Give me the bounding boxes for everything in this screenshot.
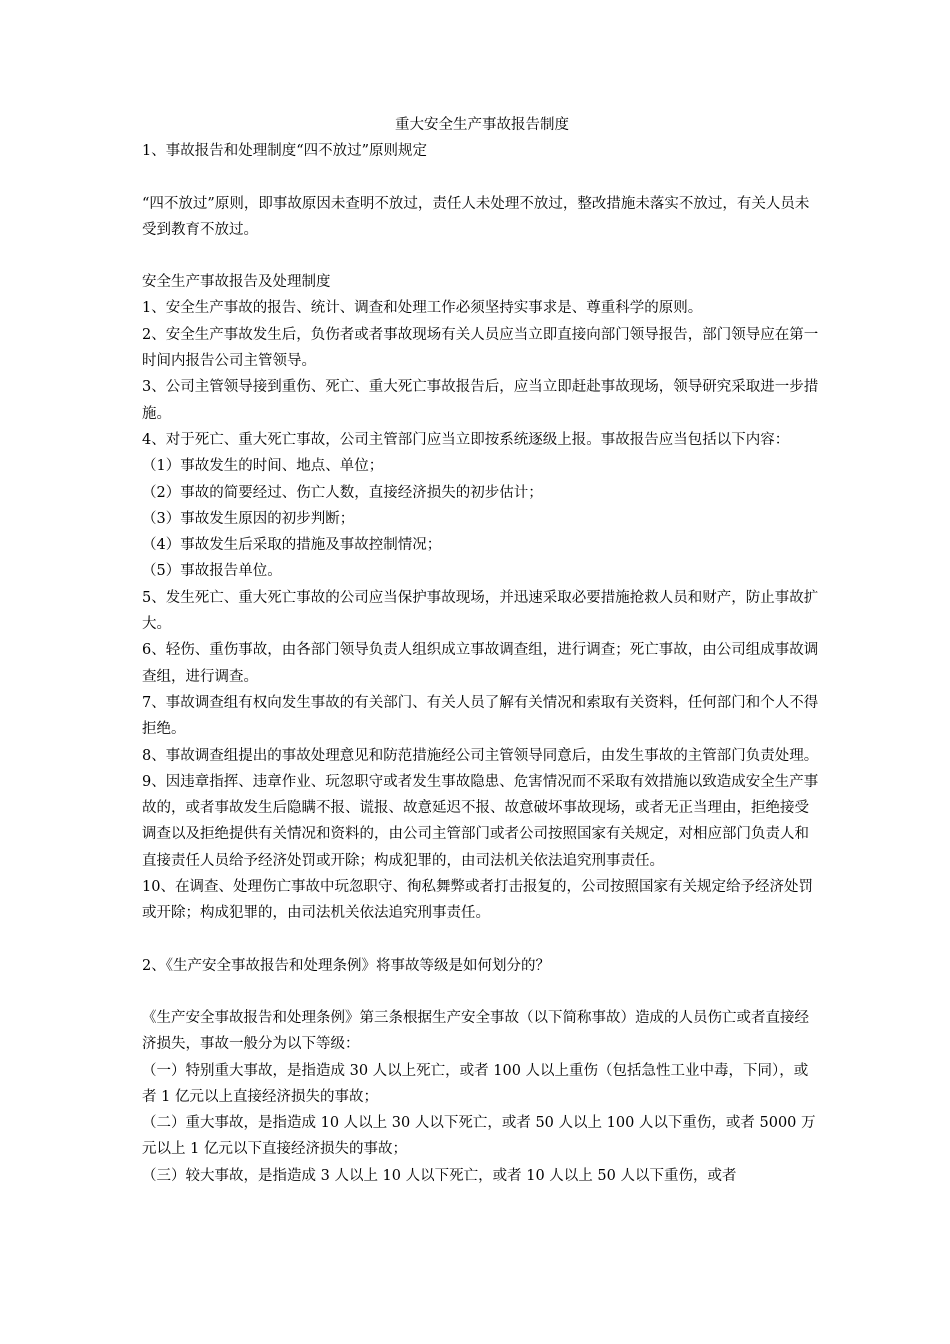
blank-line — [142, 979, 822, 1005]
list-item: 6、轻伤、重伤事故，由各部门领导负责人组织成立事故调查组，进行调查；死亡事故，由公司组成事故调查组，进行调查。 — [142, 642, 819, 685]
list-item: 1、安全生产事故的报告、统计、调查和处理工作必须坚持实事求是、尊重科学的原则。 — [142, 300, 703, 317]
list-item: （1）事故发生的时间、地点、单位； — [142, 458, 384, 475]
list-item: 9、因违章指挥、违章作业、玩忽职守或者发生事故隐患、危害情况而不采取有效措施以致造成安全生产事故的，或者事故发生后隐瞒不报、谎报、故意延迟不报、故意破坏事故现场，或者无正当理由，拒绝接受调查以及拒绝提供有关情况和资料的，由公司主管部门或者公司按照国家有关规定，对相应部门负责人和直接责任人员给予经济处罚或开除；构成犯罪的，由司法机关依法追究刑事责任。 — [142, 773, 819, 869]
document-body — [142, 112, 822, 1189]
list-item: 7、事故调查组有权向发生事故的有关部门、有关人员了解有关情况和索取有关资料，任何部门和个人不得拒绝。 — [142, 694, 819, 738]
subsection-heading: 安全生产事故报告及处理制度 — [142, 274, 331, 291]
section-1-heading: 1、事故报告和处理制度“四不放过”原则规定 — [142, 143, 428, 160]
regulation-paragraph: 《生产安全事故报告和处理条例》第三条根据生产安全事故（以下简称事故）造成的人员伤亡或者直接经济损失，事故一般分为以下等级： — [142, 1009, 809, 1053]
list-item: （5）事故报告单位。 — [142, 563, 282, 580]
list-item: （2）事故的简要经过、伤亡人数，直接经济损失的初步估计； — [142, 484, 543, 501]
blank-line — [142, 927, 822, 953]
list-item: 5、发生死亡、重大死亡事故的公司应当保护事故现场，并迅速采取必要措施抢救人员和财产，防止事故扩大。 — [142, 589, 819, 633]
list-item: （4）事故发生后采取的措施及事故控制情况； — [142, 537, 442, 554]
list-item: 8、事故调查组提出的事故处理意见和防范措施经公司主管领导同意后，由发生事故的主管部门负责处理。 — [142, 747, 819, 764]
grade-item: （三）较大事故，是指造成 3 人以上 10 人以下死亡，或者 10 人以上 50 人以下重伤，或者 — [142, 1167, 737, 1184]
document-title: 重大安全生产事故报告制度 — [395, 117, 569, 133]
grade-item: （二）重大事故，是指造成 10 人以上 30 人以下死亡，或者 50 人以上 100 人以下重伤，或者 5000 万元以上 1 亿元以下直接经济损失的事故； — [142, 1115, 816, 1158]
list-item: 10、在调查、处理伤亡事故中玩忽职守、徇私舞弊或者打击报复的，公司按照国家有关规定给予经济处罚或开除；构成犯罪的，由司法机关依法追究刑事责任。 — [142, 879, 813, 922]
list-item: 3、公司主管领导接到重伤、死亡、重大死亡事故报告后，应当立即赶赴事故现场，领导研究采取进一步措施。 — [142, 379, 819, 422]
list-item: （3）事故发生原因的初步判断； — [142, 510, 355, 527]
section-2-heading: 2、《生产安全事故报告和处理条例》将事故等级是如何划分的？ — [142, 957, 550, 974]
four-not-let-go-paragraph: “四不放过”原则，即事故原因未查明不放过，责任人未处理不放过，整改措施未落实不放过，有关人员未受到教育不放过。 — [142, 195, 810, 238]
list-item: 4、对于死亡、重大死亡事故，公司主管部门应当立即按系统逐级上报。事故报告应当包括以下内容： — [142, 431, 790, 448]
list-item: 2、安全生产事故发生后，负伤者或者事故现场有关人员应当立即直接向部门领导报告，部门领导应在第一时间内报告公司主管领导。 — [142, 326, 819, 370]
blank-line — [142, 165, 822, 191]
blank-line — [142, 243, 822, 269]
grade-item: （一）特别重大事故，是指造成 30 人以上死亡，或者 100 人以上重伤（包括急性工业中毒，下同），或者 1 亿元以上直接经济损失的事故； — [142, 1062, 809, 1105]
